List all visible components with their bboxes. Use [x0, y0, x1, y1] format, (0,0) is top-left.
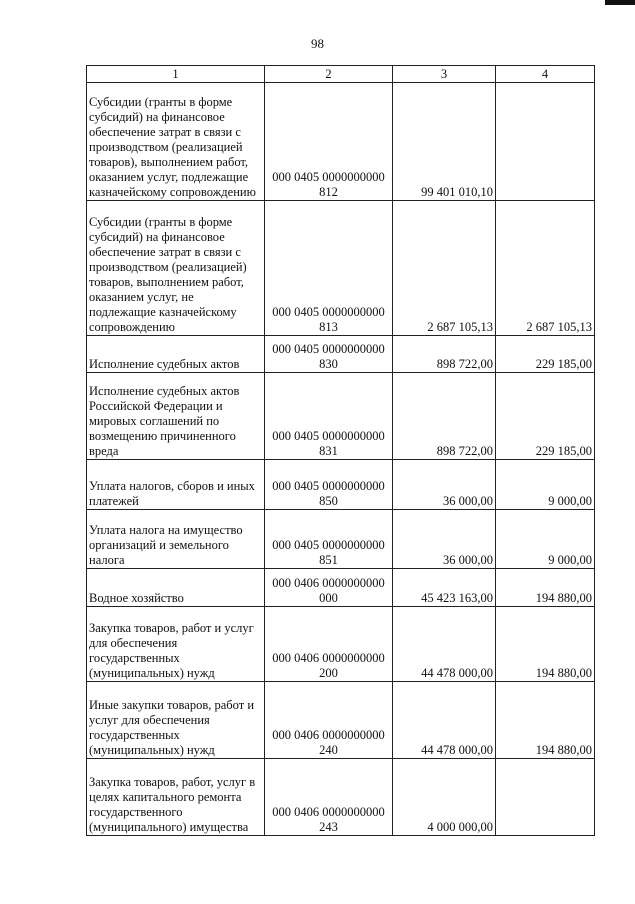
- row-col4-value: 194 880,00: [496, 607, 595, 682]
- row-col4-value: 194 880,00: [496, 569, 595, 607]
- row-code: 000 0405 0000000000 851: [265, 510, 393, 569]
- row-code: 000 0405 0000000000 813: [265, 201, 393, 336]
- row-col3-value: 2 687 105,13: [393, 201, 496, 336]
- header-col-3: 3: [393, 66, 496, 83]
- header-col-2: 2: [265, 66, 393, 83]
- row-col4-value: 194 880,00: [496, 682, 595, 759]
- row-col4-value: [496, 759, 595, 836]
- row-code: 000 0406 0000000000 243: [265, 759, 393, 836]
- row-col3-value: 36 000,00: [393, 460, 496, 510]
- page-number: 98: [311, 36, 324, 51]
- table-row: [87, 373, 595, 460]
- row-name: Исполнение судебных актов Российской Федерации и мировых соглашений по возмещению причиненного вреда: [87, 373, 265, 460]
- table-row: [87, 201, 595, 336]
- row-code: 000 0405 0000000000 812: [265, 83, 393, 201]
- row-col4-value: 2 687 105,13: [496, 201, 595, 336]
- table-row: [87, 510, 595, 569]
- table-row: [87, 607, 595, 682]
- table-row: [87, 336, 595, 373]
- row-col3-value: 44 478 000,00: [393, 607, 496, 682]
- row-col4-value: 229 185,00: [496, 373, 595, 460]
- budget-table: [86, 65, 595, 836]
- table-row: [87, 569, 595, 607]
- row-code: 000 0406 0000000000 000: [265, 569, 393, 607]
- row-col3-value: 36 000,00: [393, 510, 496, 569]
- row-col3-value: 44 478 000,00: [393, 682, 496, 759]
- corner-mark: [605, 0, 635, 5]
- row-name: Субсидии (гранты в форме субсидий) на финансовое обеспечение затрат в связи с производством (реализацией) товаров, выполнением работ, оказанием услуг, не подлежащие казначейскому сопровождению: [87, 201, 265, 336]
- row-name: Уплата налога на имущество организаций и земельного налога: [87, 510, 265, 569]
- row-name: Водное хозяйство: [87, 569, 265, 607]
- header-col-1: 1: [87, 66, 265, 83]
- row-name: Уплата налогов, сборов и иных платежей: [87, 460, 265, 510]
- row-col4-value: 9 000,00: [496, 510, 595, 569]
- row-code: 000 0405 0000000000 830: [265, 336, 393, 373]
- row-name: Закупка товаров, работ и услуг для обеспечения государственных (муниципальных) нужд: [87, 607, 265, 682]
- row-col3-value: 898 722,00: [393, 373, 496, 460]
- header-row: [87, 66, 595, 83]
- row-code: 000 0406 0000000000 200: [265, 607, 393, 682]
- row-col3-value: 898 722,00: [393, 336, 496, 373]
- table-row: [87, 83, 595, 201]
- row-name: Иные закупки товаров, работ и услуг для обеспечения государственных (муниципальных) нужд: [87, 682, 265, 759]
- row-col3-value: 4 000 000,00: [393, 759, 496, 836]
- row-col4-value: 9 000,00: [496, 460, 595, 510]
- row-name: Закупка товаров, работ, услуг в целях капитального ремонта государственного (муниципального) имущества: [87, 759, 265, 836]
- row-name: Исполнение судебных актов: [87, 336, 265, 373]
- table-row: [87, 682, 595, 759]
- row-col3-value: 99 401 010,10: [393, 83, 496, 201]
- table-row: [87, 460, 595, 510]
- row-col3-value: 45 423 163,00: [393, 569, 496, 607]
- table-row: [87, 759, 595, 836]
- row-code: 000 0405 0000000000 850: [265, 460, 393, 510]
- header-col-4: 4: [496, 66, 595, 83]
- row-col4-value: [496, 83, 595, 201]
- row-name: Субсидии (гранты в форме субсидий) на финансовое обеспечение затрат в связи с производством (реализацией товаров), выполнением работ, оказанием услуг, подлежащие казначейскому сопровождению: [87, 83, 265, 201]
- row-code: 000 0406 0000000000 240: [265, 682, 393, 759]
- row-col4-value: 229 185,00: [496, 336, 595, 373]
- row-code: 000 0405 0000000000 831: [265, 373, 393, 460]
